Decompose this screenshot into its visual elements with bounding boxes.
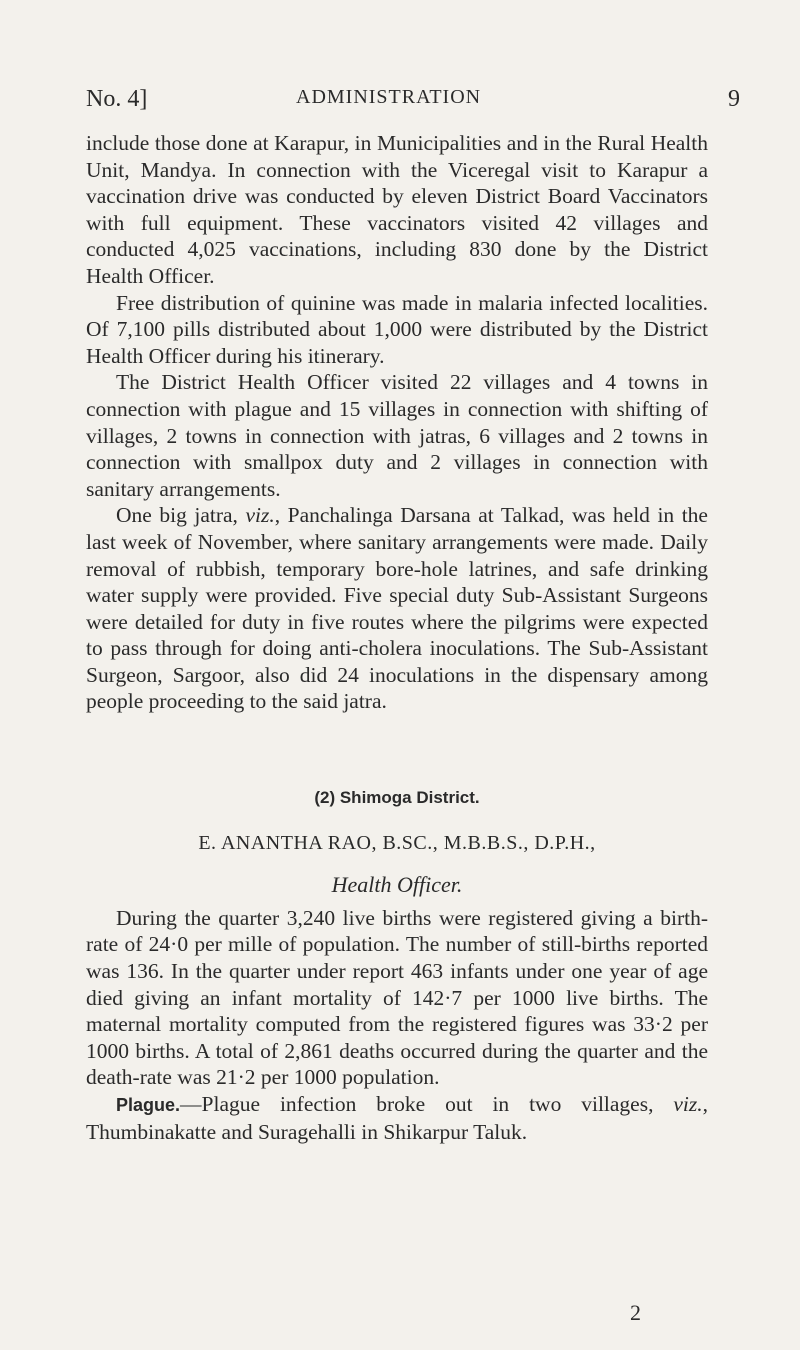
plague-text-b: , Thumbinakatte and Suragehalli in Shikarpur Taluk. — [86, 1092, 708, 1144]
officer-name: E. ANANTHA RAO, B.SC., M.B.B.S., D.P.H., — [198, 831, 596, 854]
issue-number: No. 4] — [86, 86, 148, 112]
section-heading: (2) Shimoga District. — [314, 788, 480, 808]
plague-viz: viz. — [673, 1092, 703, 1116]
paragraph-jatra — [86, 502, 708, 715]
paragraph-vital-statistics: During the quarter 3,240 live births were registered giving a birth-rate of 24·0 per mille of population. The number of still-births reported was 136. In the quarter under report 463 infants under one year of age died giving an infant mortality of 142·7 per 1000 live births. The maternal mortality computed from the registered figures was 33·2 per 1000 births. A total of 2,861 deaths occurred during the quarter and the death-rate was 21·2 per 1000 population. — [86, 905, 708, 1090]
paragraph-vaccination: include those done at Karapur, in Municipalities and in the Rural Health Unit, Mandya. In connection with the Viceregal visit to Karapur a vaccination drive was conducted by eleven District Board Vaccinators with full equipment. These vaccinators visited 42 villages and conducted 4,025 vaccinations, including 830 done by the District Health Officer. — [86, 131, 708, 288]
plague-text-a: —Plague infection broke out in two villages, — [180, 1092, 674, 1116]
paragraph-quinine: Free distribution of quinine was made in malaria infected localities. Of 7,100 pills distributed about 1,000 were distributed by the District Health Officer during his itinerary. — [86, 290, 708, 368]
paragraph-plague — [86, 1091, 708, 1145]
jatra-text-a: One big jatra, — [116, 503, 246, 528]
signature-mark: 2 — [630, 1300, 641, 1325]
jatra-text-b: , Panchalinga Darsana at Talkad, was held in the last week of November, where sanitary arrangements were made. Daily removal of rubbish, temporary bore-hole latrines, and safe drinking water supply were provided. Five special duty Sub-Assistant Surgeons were detailed for duty in five routes where the pilgrims were expected to pass through for doing anti-cholera inoculations. The Sub-Assistant Surgeon, Sargoor, also did 24 inoculations in the dispensary among people proceeding to the said jatra. — [86, 503, 708, 714]
running-title: ADMINISTRATION — [296, 86, 482, 108]
plague-label: Plague. — [116, 1095, 181, 1115]
viz-abbrev: viz. — [245, 503, 275, 528]
paragraph-visits: The District Health Officer visited 22 villages and 4 towns in connection with plague and 15 villages in connection with shifting of villages, 2 towns in connection with jatras, 6 villages and 2 towns in connection with smallpox duty and 2 villages in connection with sanitary arrangements. — [86, 370, 708, 501]
body-text — [86, 130, 708, 1145]
officer-title: Health Officer. — [331, 872, 463, 898]
page-number: 9 — [728, 86, 740, 112]
page-header — [86, 86, 740, 116]
